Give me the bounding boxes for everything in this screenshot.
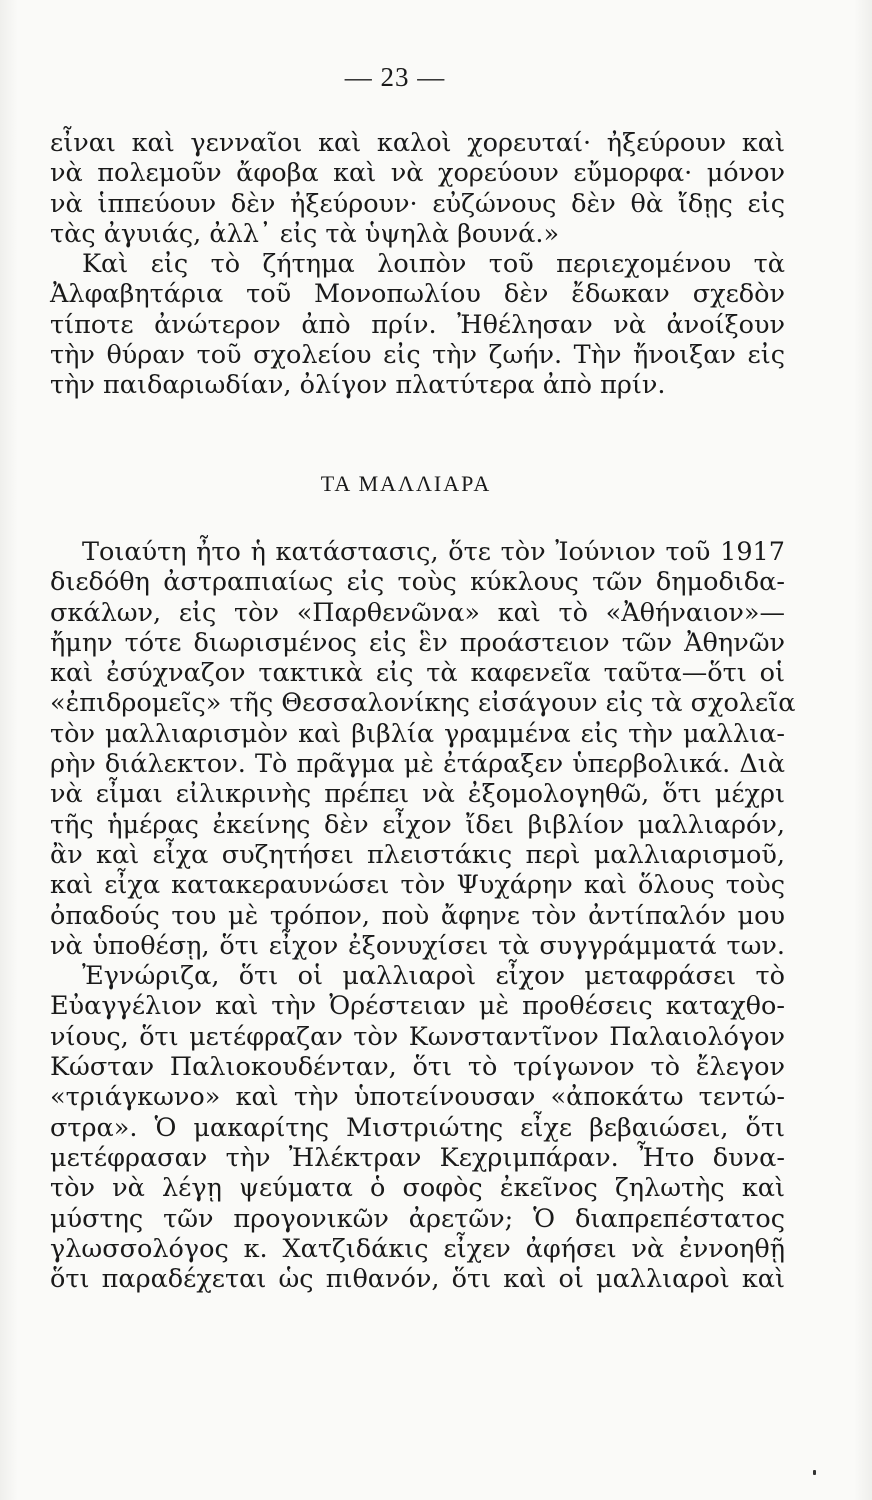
text-line: νὰ εἶμαι εἰλικρινὴς πρέπει νὰ ἐξομολογηθῶ, ὅτι μέχρι bbox=[50, 779, 785, 810]
text-line: νὰ πολεμοῦν ἄφοβα καὶ νὰ χορεύουν εὔμορφα· μόνον bbox=[50, 158, 785, 189]
opening-text bbox=[50, 128, 785, 401]
text-line: τὰς ἀγυιάς, ἀλλ᾽ εἰς τὰ ὑψηλὰ βουνά.» bbox=[50, 218, 560, 249]
text-line: Κώσταν Παλιοκουδένταν, ὅτι τὸ τρίγωνον τὸ ἔλεγον bbox=[50, 1052, 785, 1083]
text-line: Ἐγνώριζα, ὅτι οἱ μαλλιαροὶ εἶχον μεταφράσει τὸ bbox=[82, 961, 785, 992]
text-line: ρὴν διάλεκτον. Τὸ πρᾶγμα μὲ ἐτάραξεν ὑπερβολικά. Διὰ bbox=[50, 749, 785, 780]
text-line: νὰ ὑποθέσῃ, ὅτι εἶχον ἐξονυχίσει τὰ συγγράμματά των. bbox=[50, 930, 785, 961]
text-line: εἶναι καὶ γενναῖοι καὶ καλοὶ χορευταί· ἠξεύρουν καὶ bbox=[50, 128, 785, 158]
text-line: ὀπαδούς του μὲ τρόπον, ποὺ ἄφηνε τὸν ἀντίπαλόν μου bbox=[50, 900, 785, 931]
text-line: στρα». Ὁ μακαρίτης Μιστριώτης εἶχε βεβαιώσει, ὅτι bbox=[50, 1112, 785, 1143]
text-line: γλωσσολόγος κ. Χατζιδάκις εἶχεν ἀφήσει νὰ ἐννοηθῇ bbox=[50, 1233, 785, 1264]
text-line: τῆς ἡμέρας ἐκείνης δὲν εἶχον ἴδει βιβλίον μαλλιαρόν, bbox=[50, 809, 785, 840]
text-line: καὶ εἶχα κατακεραυνώσει τὸν Ψυχάρην καὶ ὅλους τοὺς bbox=[50, 870, 785, 901]
text-line: «τριάγκωνο» καὶ τὴν ὑποτείνουσαν «ἀποκάτω τεντώ- bbox=[50, 1082, 785, 1113]
text-line: τὸν νὰ λέγῃ ψεύματα ὁ σοφὸς ἐκεῖνος ζηλωτὴς καὶ bbox=[50, 1173, 785, 1204]
text-line: τίποτε ἀνώτερον ἀπὸ πρίν. Ἠθέλησαν νὰ ἀνοίξουν bbox=[50, 309, 785, 340]
section-title: ΤΑ ΜΑΛΛΙΑΡΑ bbox=[320, 471, 492, 496]
text-line: ἂν καὶ εἶχα συζητήσει πλειστάκις περὶ μαλλιαρισμοῦ, bbox=[50, 839, 785, 870]
page-number: — 23 — bbox=[344, 62, 446, 92]
text-line: νίους, ὅτι μετέφραζαν τὸν Κωνσταντῖνον Παλαιολόγον bbox=[50, 1021, 785, 1052]
text-line: ἤμην τότε διωρισμένος εἰς ἓν προάστειον τῶν Ἀθηνῶν bbox=[50, 627, 785, 658]
text-line: διεδόθη ἀστραπιαίως εἰς τοὺς κύκλους τῶν δημοδιδα- bbox=[50, 567, 785, 598]
text-line: καὶ ἐσύχναζον τακτικὰ εἰς τὰ καφενεῖα ταῦτα—ὅτι οἱ bbox=[50, 658, 785, 689]
text-line: νὰ ἱππεύουν δὲν ἠξεύρουν· εὐζώνους δὲν θὰ ἴδῃς εἰς bbox=[50, 188, 785, 219]
text-line: τὸν μαλλιαρισμὸν καὶ βιβλία γραμμένα εἰς τὴν μαλλια- bbox=[50, 718, 785, 749]
ink-speck bbox=[813, 1470, 816, 1475]
text-line: τὴν παιδαριωδίαν, ὀλίγον πλατύτερα ἀπὸ πρίν. bbox=[50, 370, 666, 401]
text-line: Τοιαύτη ἦτο ἡ κατάστασις, ὅτε τὸν Ἰούνιον τοῦ 1917 bbox=[82, 537, 785, 567]
text-line: Καὶ εἰς τὸ ζήτημα λοιπὸν τοῦ περιεχομένου τὰ bbox=[82, 249, 785, 280]
text-line: τὴν θύραν τοῦ σχολείου εἰς τὴν ζωήν. Τὴν ἤνοιξαν εἰς bbox=[50, 340, 785, 371]
text-line: μύστης τῶν προγονικῶν ἀρετῶν; Ὁ διαπρεπέστατος bbox=[50, 1203, 785, 1234]
text-line: Ἀλφαβητάρια τοῦ Μονοπωλίου δὲν ἔδωκαν σχεδὸν bbox=[50, 279, 785, 310]
section-body bbox=[50, 537, 796, 1295]
text-line: σκάλων, εἰς τὸν «Παρθενῶνα» καὶ τὸ «Ἀθήναιον»— bbox=[50, 597, 785, 628]
text-line: ὅτι παραδέχεται ὡς πιθανόν, ὅτι καὶ οἱ μαλλιαροὶ καὶ bbox=[50, 1264, 785, 1295]
text-line: «ἐπιδρομεῖς» τῆς Θεσσαλονίκης εἰσάγουν εἰς τὰ σχολεῖα bbox=[50, 688, 796, 719]
text-line: μετέφρασαν τὴν Ἠλέκτραν Κεχριμπάραν. Ἦτο δυνα- bbox=[50, 1142, 785, 1173]
text-line: Εὐαγγέλιον καὶ τὴν Ὀρέστειαν μὲ προθέσεις καταχθο- bbox=[50, 991, 785, 1022]
